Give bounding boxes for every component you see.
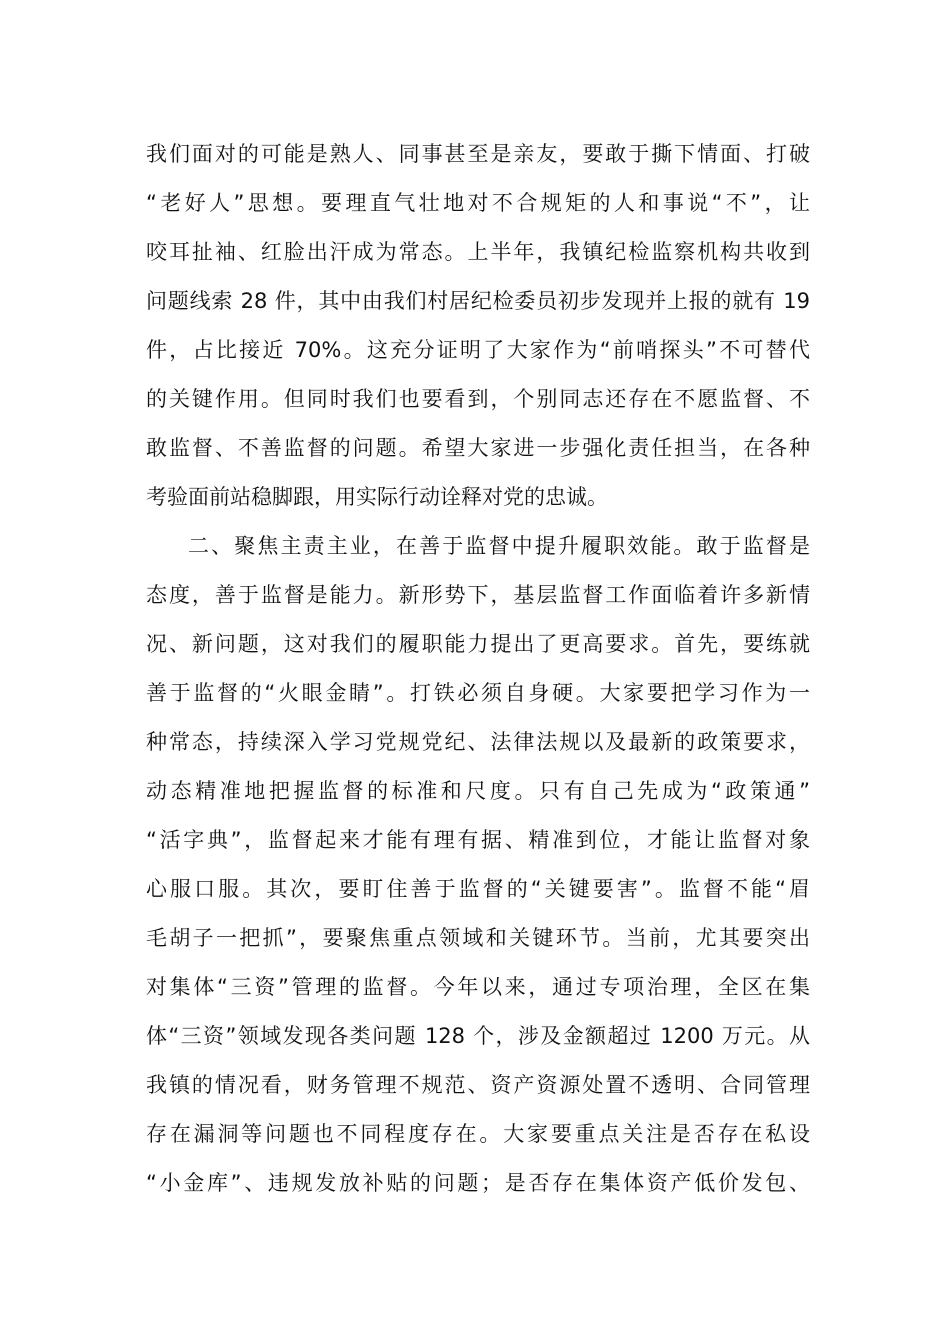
text-line: 毛胡子一把抓”，要聚焦重点领域和关键环节。当前，尤其要突出 xyxy=(146,926,810,950)
text-line: 动态精准地把握监督的标准和尺度。只有自己先成为“政策通” xyxy=(146,779,810,803)
section-heading-line: 二、聚焦主责主业，在善于监督中提升履职效能。敢于监督是 xyxy=(188,534,810,558)
text-line: 态度，善于监督是能力。新形势下，基层监督工作面临着许多新情 xyxy=(146,583,810,607)
text-line: 存在漏洞等问题也不同程度存在。大家要重点关注是否存在私设 xyxy=(146,1122,810,1146)
text-line: 体“三资”领域发现各类问题 128 个，涉及金额超过 1200 万元。从 xyxy=(146,1024,810,1048)
text-line: “小金库”、违规发放补贴的问题；是否存在集体资产低价发包、 xyxy=(146,1171,810,1195)
text-line: 件，占比接近 70%。这充分证明了大家作为“前哨探头”不可替代 xyxy=(146,338,810,362)
text-line: 敢监督、不善监督的问题。希望大家进一步强化责任担当，在各种 xyxy=(146,436,810,460)
text-line: 我们面对的可能是熟人、同事甚至是亲友，要敢于撕下情面、打破 xyxy=(146,142,810,166)
text-line: 我镇的情况看，财务管理不规范、资产资源处置不透明、合同管理 xyxy=(146,1073,810,1097)
body-text xyxy=(146,130,810,1208)
text-line: 善于监督的“火眼金睛”。打铁必须自身硬。大家要把学习作为一 xyxy=(146,681,810,705)
text-line: 况、新问题，这对我们的履职能力提出了更高要求。首先，要练就 xyxy=(146,632,810,656)
text-line: “活字典”，监督起来才能有理有据、精准到位，才能让监督对象 xyxy=(146,828,810,852)
text-line: 问题线索 28 件，其中由我们村居纪检委员初步发现并上报的就有 19 xyxy=(146,289,810,313)
text-line: “老好人”思想。要理直气壮地对不合规矩的人和事说“不”，让 xyxy=(146,191,810,215)
text-line: 对集体“三资”管理的监督。今年以来，通过专项治理，全区在集 xyxy=(146,975,810,999)
text-line: 咬耳扯袖、红脸出汗成为常态。上半年，我镇纪检监察机构共收到 xyxy=(146,240,810,264)
text-line: 种常态，持续深入学习党规党纪、法律法规以及最新的政策要求， xyxy=(146,730,810,754)
paragraph-end-line: 考验面前站稳脚跟，用实际行动诠释对党的忠诚。 xyxy=(146,485,608,509)
text-line: 的关键作用。但同时我们也要看到，个别同志还存在不愿监督、不 xyxy=(146,387,810,411)
text-line: 心服口服。其次，要盯住善于监督的“关键要害”。监督不能“眉 xyxy=(146,877,810,901)
